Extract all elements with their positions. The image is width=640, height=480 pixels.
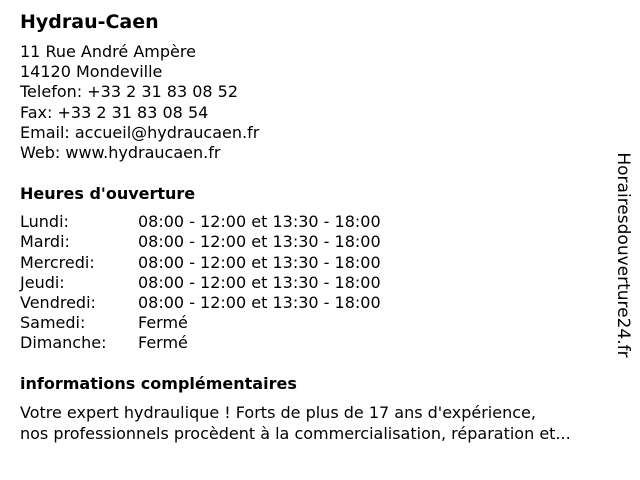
hours-row bbox=[20, 293, 381, 313]
day-hours: 08:00 - 12:00 et 13:30 - 18:00 bbox=[138, 252, 381, 272]
business-card bbox=[20, 10, 610, 444]
description-line: nos professionnels procèdent à la commercialisation, réparation et... bbox=[20, 423, 571, 443]
day-hours: Fermé bbox=[138, 313, 188, 333]
hours-row bbox=[20, 212, 381, 232]
hours-row bbox=[20, 313, 381, 333]
hours-row bbox=[20, 253, 381, 273]
hours-row bbox=[20, 273, 381, 293]
day-hours: 08:00 - 12:00 et 13:30 - 18:00 bbox=[138, 212, 381, 232]
day-label: Vendredi: bbox=[20, 293, 96, 313]
email-line: Email: accueil@hydraucaen.fr bbox=[20, 122, 260, 142]
day-hours: Fermé bbox=[138, 333, 188, 353]
day-hours: 08:00 - 12:00 et 13:30 - 18:00 bbox=[138, 232, 381, 252]
day-label: Mercredi: bbox=[20, 252, 95, 272]
day-hours: 08:00 - 12:00 et 13:30 - 18:00 bbox=[138, 293, 381, 313]
description bbox=[20, 402, 620, 444]
business-name: Hydrau-Caen bbox=[20, 11, 159, 33]
info-title: informations complémentaires bbox=[20, 373, 297, 393]
web-line: Web: www.hydraucaen.fr bbox=[20, 143, 221, 163]
contact-block bbox=[20, 42, 610, 163]
description-line: Votre expert hydraulique ! Forts de plus de 17 ans d'expérience, bbox=[20, 402, 536, 422]
day-label: Lundi: bbox=[20, 212, 69, 232]
phone-line: Telefon: +33 2 31 83 08 52 bbox=[20, 82, 239, 102]
hours-title: Heures d'ouverture bbox=[20, 184, 196, 204]
brand-watermark: Horairesdouverture24.fr bbox=[613, 152, 633, 358]
address-street: 11 Rue André Ampère bbox=[20, 42, 196, 61]
day-label: Samedi: bbox=[20, 313, 86, 333]
day-label: Dimanche: bbox=[20, 333, 107, 353]
hours-table bbox=[20, 212, 381, 353]
hours-row bbox=[20, 333, 381, 353]
fax-line: Fax: +33 2 31 83 08 54 bbox=[20, 102, 209, 122]
day-label: Mardi: bbox=[20, 232, 70, 252]
day-hours: 08:00 - 12:00 et 13:30 - 18:00 bbox=[138, 272, 381, 292]
address-city: 14120 Mondeville bbox=[20, 62, 163, 82]
hours-row bbox=[20, 232, 381, 252]
day-label: Jeudi: bbox=[20, 272, 65, 292]
